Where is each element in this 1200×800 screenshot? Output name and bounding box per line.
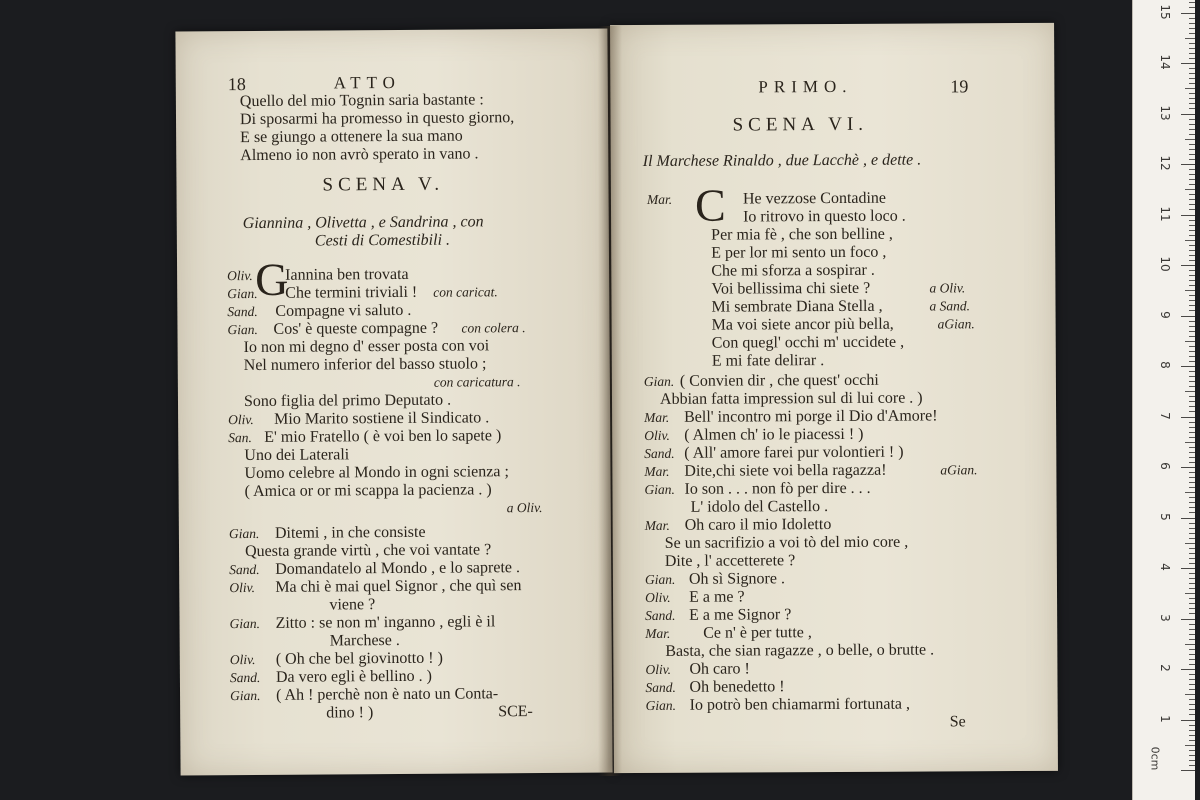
- scene-title: SCENA V.: [322, 173, 445, 196]
- ruler-tick: [1189, 401, 1195, 402]
- left-page: [175, 29, 612, 776]
- ruler-tick: [1189, 437, 1195, 438]
- verse-line: E se giungo a ottenere la sua mano: [240, 127, 463, 147]
- speaker-label: Mar.: [646, 191, 673, 207]
- verse-line: E mi fate delirar .: [711, 352, 825, 370]
- ruler-number: 14: [1158, 54, 1172, 70]
- ruler-tick: [1189, 7, 1195, 8]
- ruler-tick: [1189, 159, 1195, 160]
- ruler-tick: [1189, 260, 1195, 261]
- ruler-tick: [1181, 265, 1195, 266]
- verse-line: E' mio Fratello ( è voi ben lo sapete ): [264, 427, 502, 446]
- ruler-tick: [1185, 189, 1195, 190]
- verse-line: Ce n' è per tutte ,: [703, 624, 812, 642]
- ruler-tick: [1189, 321, 1195, 322]
- ruler-tick: [1181, 568, 1195, 569]
- running-head: ATTO: [333, 72, 401, 93]
- ruler-tick: [1189, 230, 1195, 231]
- character-list: Il Marchese Rinaldo , due Lacchè , e dette .: [642, 151, 922, 170]
- ruler-number: 5: [1158, 512, 1172, 521]
- ruler-tick: [1189, 730, 1195, 731]
- ruler-tick: [1189, 411, 1195, 412]
- speaker-label: Sand.: [645, 607, 676, 623]
- ruler-number: 3: [1158, 613, 1172, 622]
- ruler-number: 2: [1158, 664, 1172, 672]
- ruler-tick: [1189, 305, 1195, 306]
- verse-line: Ma voi siete ancor più bella,: [711, 315, 894, 334]
- ruler-tick: [1185, 492, 1195, 493]
- verse-line: Bell' incontro mi porge il Dio d'Amore!: [684, 407, 938, 426]
- ruler-tick: [1181, 164, 1195, 165]
- verse-line: E per lor mi sento un foco ,: [711, 243, 887, 262]
- verse-line: Io non mi degno d' esser posta con voi: [243, 337, 490, 357]
- ruler-tick: [1189, 725, 1195, 726]
- verse-line: Voi bellissima chi siete ?: [711, 279, 871, 298]
- ruler-tick: [1181, 13, 1195, 14]
- speaker-label: Sand.: [229, 561, 260, 578]
- verse-line: ( Almen ch' io le piacessi ! ): [684, 425, 864, 444]
- right-page: [610, 23, 1058, 773]
- ruler-tick: [1189, 497, 1195, 498]
- verse-line: dino ! ): [326, 704, 374, 722]
- verse-line: Io potrò ben chiamarmi fortunata ,: [689, 695, 911, 714]
- verse-line: E a me Signor ?: [689, 606, 792, 624]
- ruler-tick: [1189, 124, 1195, 125]
- ruler-tick: [1189, 674, 1195, 675]
- ruler-tick: [1189, 184, 1195, 185]
- ruler-tick: [1185, 644, 1195, 645]
- speaker-label: Oliv.: [645, 661, 672, 677]
- ruler-tick: [1185, 593, 1195, 594]
- ruler-tick: [1181, 619, 1195, 620]
- ruler-tick: [1185, 694, 1195, 695]
- ruler-tick: [1189, 709, 1195, 710]
- stage-direction: a Oliv.: [929, 280, 966, 296]
- ruler-tick: [1189, 98, 1195, 99]
- ruler-tick: [1189, 33, 1195, 34]
- verse-line: Compagne vi saluto .: [275, 301, 412, 320]
- verse-line: Io son . . . non fò per dire . . .: [684, 479, 871, 498]
- stage-direction: aGian.: [940, 462, 978, 478]
- ruler-tick: [1189, 477, 1195, 478]
- ruler-tick: [1189, 608, 1195, 609]
- ruler-number: 13: [1158, 104, 1172, 121]
- ruler-tick: [1185, 391, 1195, 392]
- ruler-tick: [1189, 624, 1195, 625]
- ruler-tick: [1189, 462, 1195, 463]
- speaker-label: Sand.: [229, 669, 261, 686]
- verse-line: ( Ah ! perchè non è nato un Conta-: [275, 685, 499, 704]
- ruler-tick: [1189, 129, 1195, 130]
- verse-line: ( Amica or or mi scappa la pacienza . ): [244, 481, 492, 501]
- ruler-tick: [1189, 255, 1195, 256]
- ruler-tick: [1189, 361, 1195, 362]
- ruler-tick: [1189, 270, 1195, 271]
- ruler-tick: [1189, 740, 1195, 741]
- ruler-tick: [1189, 760, 1195, 761]
- ruler-tick: [1189, 43, 1195, 44]
- ruler-tick: [1189, 119, 1195, 120]
- ruler-tick: [1189, 356, 1195, 357]
- verse-line: He vezzose Contadine: [742, 189, 887, 208]
- speaker-label: Gian.: [227, 321, 258, 338]
- ruler-tick: [1189, 310, 1195, 311]
- speaker-label: Mar.: [645, 625, 671, 641]
- verse-line: Cos' è queste compagne ?: [273, 319, 439, 338]
- ruler-number: 11: [1158, 205, 1172, 222]
- ruler-tick: [1189, 755, 1195, 756]
- ruler-tick: [1189, 482, 1195, 483]
- ruler-tick: [1189, 507, 1195, 508]
- stage-direction: aGian.: [937, 316, 975, 332]
- ruler-tick: [1189, 664, 1195, 665]
- ruler-tick: [1181, 467, 1195, 468]
- ruler-tick: [1189, 396, 1195, 397]
- ruler-tick: [1189, 406, 1195, 407]
- ruler-tick: [1189, 649, 1195, 650]
- speaker-label: Gian.: [229, 615, 260, 632]
- verse-line: Mi sembrate Diana Stella ,: [711, 297, 883, 316]
- ruler-number: 1: [1158, 714, 1172, 723]
- verse-line: Marchese .: [329, 631, 400, 650]
- verse-line: Da vero egli è bellino . ): [275, 667, 432, 686]
- ruler-tick: [1189, 573, 1195, 574]
- ruler-tick: [1189, 386, 1195, 387]
- ruler-tick: [1189, 654, 1195, 655]
- speaker-label: Gian.: [644, 571, 676, 587]
- verse-line: Io ritrovo in questo loco .: [743, 207, 906, 226]
- speaker-label: Mar.: [644, 517, 670, 533]
- ruler-tick: [1189, 48, 1195, 49]
- ruler-number: 6: [1158, 462, 1172, 470]
- book-gutter: [598, 26, 622, 776]
- ruler-tick: [1185, 442, 1195, 443]
- ruler-tick: [1189, 336, 1195, 337]
- stage-direction: con caricatura .: [433, 374, 521, 390]
- ruler-tick: [1181, 417, 1195, 418]
- ruler-tick: [1189, 533, 1195, 534]
- stage-direction: a Oliv.: [506, 499, 543, 516]
- ruler-number: 7: [1158, 411, 1172, 420]
- verse-line: ( All' amore farei pur volontieri ! ): [684, 443, 904, 462]
- verse-line: ( Convien dir , che quest' occhi: [679, 371, 879, 390]
- verse-line: Oh sì Signore .: [688, 570, 785, 588]
- speaker-label: Sand.: [645, 679, 676, 695]
- ruler-tick: [1189, 502, 1195, 503]
- ruler-tick: [1181, 518, 1195, 519]
- ruler-tick: [1189, 427, 1195, 428]
- ruler-tick: [1181, 316, 1195, 317]
- verse-line: Di sposarmi ha promesso in questo giorno,: [239, 109, 515, 129]
- ruler-tick: [1189, 684, 1195, 685]
- ruler-tick: [1189, 371, 1195, 372]
- speaker-label: Sand.: [644, 445, 675, 461]
- ruler-tick: [1189, 331, 1195, 332]
- verse-line: Iannina ben trovata: [285, 265, 409, 284]
- ruler-tick: [1181, 720, 1195, 721]
- ruler-tick: [1189, 199, 1195, 200]
- ruler-tick: [1185, 341, 1195, 342]
- catchword: SCE-: [498, 703, 533, 721]
- verse-line: Oh benedetto !: [689, 678, 785, 696]
- verse-line: Almeno io non avrò sperato in vano .: [240, 145, 479, 165]
- ruler-tick: [1189, 548, 1195, 549]
- ruler-tick: [1189, 245, 1195, 246]
- ruler-tick: [1189, 154, 1195, 155]
- ruler-tick: [1189, 639, 1195, 640]
- ruler-tick: [1189, 68, 1195, 69]
- speaker-label: Mar.: [644, 409, 670, 425]
- ruler-tick: [1181, 63, 1195, 64]
- speaker-label: Oliv.: [227, 267, 253, 284]
- catchword: Se: [949, 713, 966, 731]
- ruler-tick: [1189, 275, 1195, 276]
- ruler-tick: [1189, 704, 1195, 705]
- ruler-number: 4: [1158, 563, 1172, 571]
- speaker-label: San.: [228, 429, 252, 446]
- ruler-tick: [1189, 528, 1195, 529]
- ruler-tick: [1189, 23, 1195, 24]
- ruler-tick: [1189, 553, 1195, 554]
- verse-line: Mio Marito sostiene il Sindicato .: [274, 409, 490, 428]
- verse-line: Basta, che sian ragazze , o belle, o brutte .: [665, 641, 935, 660]
- verse-line: Sono figlia del primo Deputato .: [243, 391, 452, 411]
- ruler-tick: [1185, 240, 1195, 241]
- ruler-tick: [1189, 280, 1195, 281]
- ruler-tick: [1189, 209, 1195, 210]
- ruler-tick: [1189, 578, 1195, 579]
- ruler-tick: [1181, 366, 1195, 367]
- ruler-tick: [1189, 235, 1195, 236]
- ruler-tick: [1189, 447, 1195, 448]
- ruler-tick: [1189, 699, 1195, 700]
- verse-line: Che termini triviali !: [285, 283, 418, 302]
- ruler-tick: [1185, 88, 1195, 89]
- verse-line: Con quegl' occhi m' uccidete ,: [711, 333, 905, 352]
- verse-line: Ditemi , in che consiste: [274, 523, 426, 542]
- ruler-tick: [1189, 58, 1195, 59]
- ruler-tick: [1189, 679, 1195, 680]
- ruler-tick: [1189, 2, 1195, 3]
- ruler-tick: [1189, 351, 1195, 352]
- ruler-tick: [1189, 300, 1195, 301]
- speaker-label: Mar.: [644, 463, 670, 479]
- verse-line: L' idolo del Castello .: [690, 498, 829, 516]
- ruler-tick: [1185, 38, 1195, 39]
- ruler-tick: [1189, 149, 1195, 150]
- measuring-ruler: [1132, 0, 1195, 800]
- ruler-tick: [1189, 326, 1195, 327]
- verse-line: Questa grande virtù , che voi vantate ?: [244, 541, 492, 561]
- verse-line: Oh caro il mio Idoletto: [684, 516, 832, 534]
- ruler-tick: [1189, 613, 1195, 614]
- ruler-tick: [1189, 487, 1195, 488]
- verse-line: Domandatelo al Mondo , e lo saprete .: [275, 559, 521, 578]
- ruler-tick: [1189, 285, 1195, 286]
- ruler-tick: [1189, 28, 1195, 29]
- ruler-tick: [1189, 144, 1195, 145]
- ruler-tick: [1189, 765, 1195, 766]
- verse-line: Oh caro !: [689, 660, 750, 678]
- speaker-label: Oliv.: [645, 589, 671, 605]
- ruler-tick: [1189, 174, 1195, 175]
- ruler-tick: [1189, 472, 1195, 473]
- speaker-label: Gian.: [643, 373, 675, 389]
- verse-line: Uomo celebre al Mondo in ogni scienza ;: [244, 463, 509, 483]
- character-list: Cesti di Comestibili .: [314, 231, 451, 250]
- ruler-tick: [1189, 225, 1195, 226]
- speaker-label: Gian.: [227, 285, 258, 302]
- ruler-tick: [1189, 603, 1195, 604]
- running-head: PRIMO.: [758, 76, 853, 97]
- speaker-label: Oliv.: [228, 411, 254, 428]
- drop-cap: G: [254, 253, 289, 305]
- ruler-tick: [1189, 523, 1195, 524]
- ruler-tick: [1189, 73, 1195, 74]
- character-list: Giannina , Olivetta , e Sandrina , con: [242, 213, 484, 233]
- scene-title: SCENA VI.: [732, 113, 869, 136]
- ruler-tick: [1189, 134, 1195, 135]
- ruler-tick: [1189, 250, 1195, 251]
- speaker-label: Oliv.: [644, 427, 670, 443]
- ruler-tick: [1189, 78, 1195, 79]
- ruler-tick: [1185, 139, 1195, 140]
- verse-line: Quello del mio Tognin saria bastante :: [239, 91, 484, 111]
- speaker-label: Sand.: [227, 303, 258, 320]
- ruler-tick: [1189, 538, 1195, 539]
- ruler-tick: [1189, 346, 1195, 347]
- ruler-tick: [1189, 563, 1195, 564]
- ruler-tick: [1189, 204, 1195, 205]
- ruler-tick: [1181, 215, 1195, 216]
- ruler-tick: [1189, 512, 1195, 513]
- ruler-tick: [1189, 53, 1195, 54]
- ruler-tick: [1189, 634, 1195, 635]
- ruler-tick: [1181, 669, 1195, 670]
- ruler-tick: [1189, 194, 1195, 195]
- verse-line: E a me ?: [688, 588, 745, 606]
- ruler-tick: [1181, 114, 1195, 115]
- ruler-tick: [1189, 598, 1195, 599]
- ruler-tick: [1189, 18, 1195, 19]
- verse-line: ( Oh che bel giovinotto ! ): [275, 649, 443, 668]
- stage-direction: con colera .: [461, 320, 526, 336]
- speaker-label: Gian.: [228, 525, 260, 542]
- verse-line: Se un sacrifizio a voi tò del mio core ,: [664, 533, 909, 552]
- ruler-tick: [1189, 179, 1195, 180]
- verse-line: Dite , l' accetterete ?: [664, 552, 796, 570]
- ruler-tick: [1189, 659, 1195, 660]
- speaker-label: Oliv.: [229, 651, 256, 668]
- ruler-tick: [1189, 93, 1195, 94]
- ruler-tick: [1189, 83, 1195, 84]
- ruler-tick: [1189, 376, 1195, 377]
- ruler-tick: [1189, 689, 1195, 690]
- stage-direction: a Sand.: [929, 298, 971, 314]
- ruler-tick: [1189, 629, 1195, 630]
- ruler-tick: [1189, 583, 1195, 584]
- verse-line: Che mi sforza a sospirar .: [711, 261, 875, 280]
- drop-cap: C: [694, 179, 726, 231]
- ruler-tick: [1185, 745, 1195, 746]
- verse-line: Per mia fè , che son belline ,: [711, 225, 893, 244]
- ruler-tick: [1189, 457, 1195, 458]
- ruler-tick: [1189, 295, 1195, 296]
- verse-line: Zitto : se non m' inganno , egli è il: [275, 613, 496, 632]
- ruler-tick: [1189, 558, 1195, 559]
- ruler-tick: [1185, 543, 1195, 544]
- ruler-tick: [1189, 735, 1195, 736]
- ruler-tick: [1189, 432, 1195, 433]
- verse-line: viene ?: [329, 596, 376, 614]
- ruler-tick: [1189, 750, 1195, 751]
- ruler-number: 10: [1158, 256, 1172, 272]
- page-number: 18: [227, 74, 246, 95]
- verse-line: Nel numero inferior del basso stuolo ;: [243, 355, 487, 375]
- speaker-label: Gian.: [645, 697, 677, 713]
- ruler-tick: [1189, 452, 1195, 453]
- verse-line: Uno dei Laterali: [244, 446, 350, 465]
- ruler-number: 8: [1158, 361, 1172, 369]
- ruler-tick: [1189, 381, 1195, 382]
- ruler-tick: [1189, 108, 1195, 109]
- speaker-label: Gian.: [229, 687, 261, 704]
- verse-line: Dite,chi siete voi bella ragazza!: [684, 461, 887, 480]
- verse-line: Ma chi è mai quel Signor , che quì sen: [275, 577, 522, 596]
- ruler-tick: [1189, 220, 1195, 221]
- ruler-tick: [1189, 169, 1195, 170]
- speaker-label: Gian.: [644, 481, 675, 497]
- speaker-label: Oliv.: [229, 579, 255, 596]
- ruler-number: 12: [1158, 155, 1172, 171]
- ruler-tick: [1185, 290, 1195, 291]
- ruler-tick: [1181, 770, 1195, 771]
- verse-line: Abbian fatta impression sul di lui core . ): [659, 389, 923, 408]
- ruler-number: 15: [1158, 3, 1172, 20]
- ruler-tick: [1189, 422, 1195, 423]
- stage-direction: con caricat.: [433, 284, 498, 300]
- ruler-tick: [1189, 103, 1195, 104]
- ruler-unit-label: 0cm: [1148, 746, 1162, 771]
- ruler-tick: [1189, 714, 1195, 715]
- ruler-tick: [1189, 588, 1195, 589]
- ruler-number: 9: [1158, 310, 1172, 319]
- page-number: 19: [950, 76, 969, 97]
